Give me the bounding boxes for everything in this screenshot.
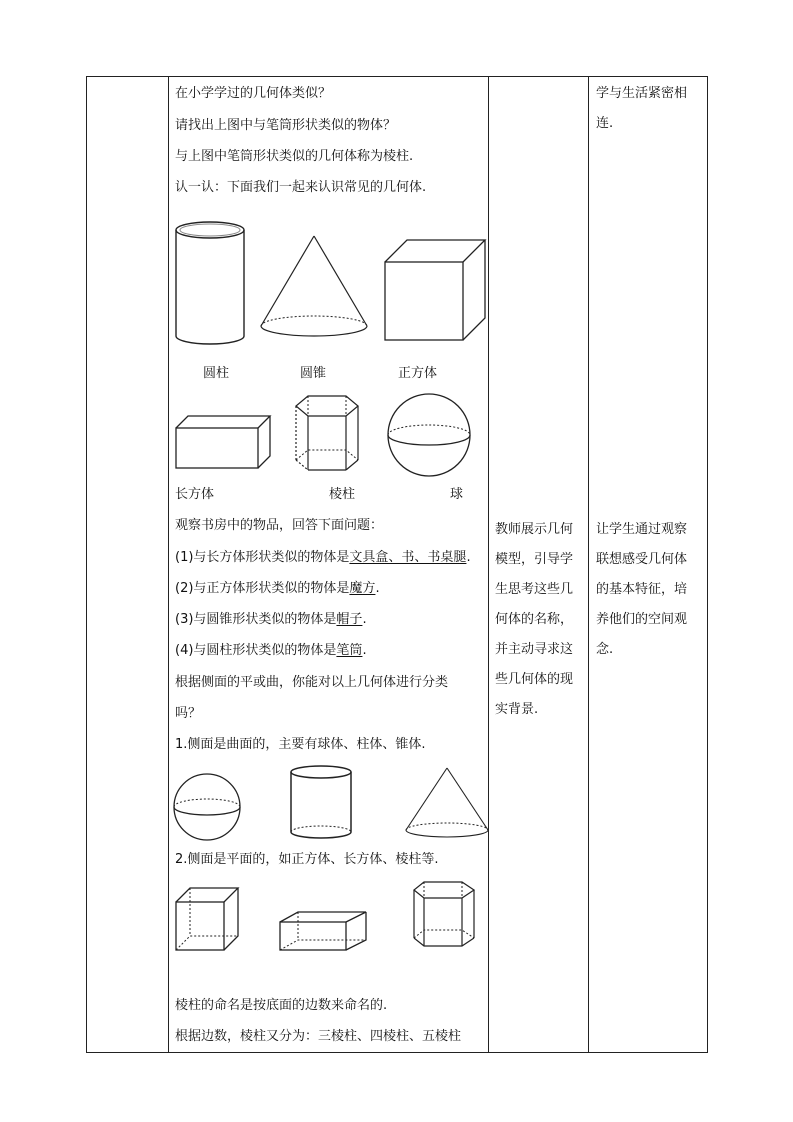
intent-line-3: 的基本特征，培 xyxy=(596,582,688,597)
small-cone-figure xyxy=(404,766,490,840)
main-line-4: 认一认：下面我们一起来认识常见的几何体. xyxy=(175,180,427,195)
small-cylinder-figure xyxy=(288,764,354,840)
dashed-cuboid-figure xyxy=(278,910,368,952)
question-1-suffix: . xyxy=(466,550,471,565)
column-divider-1 xyxy=(168,76,169,1052)
prism-figure xyxy=(294,394,362,474)
main-line-3: 与上图中笔筒形状类似的几何体称为棱柱. xyxy=(175,149,414,164)
teacher-line-6: 些几何体的现 xyxy=(495,672,574,687)
teacher-line-2: 模型，引导学 xyxy=(495,552,574,567)
question-4-prefix: (4)与圆柱形状类似的物体是 xyxy=(175,643,337,658)
question-3 xyxy=(175,612,367,628)
intent-top-line-2: 连. xyxy=(596,116,614,131)
column-divider-3 xyxy=(588,76,589,1052)
question-4 xyxy=(175,643,367,659)
caption-cube: 正方体 xyxy=(398,366,438,381)
dashed-prism-figure xyxy=(412,880,478,950)
question-4-suffix: . xyxy=(362,643,367,658)
question-2-suffix: . xyxy=(375,581,380,596)
cube-figure xyxy=(383,238,487,344)
teacher-line-3: 生思考这些几 xyxy=(495,582,574,597)
dashed-cube-figure xyxy=(174,886,240,952)
intent-line-4: 养他们的空间观 xyxy=(596,612,688,627)
question-4-answer: 笔筒 xyxy=(336,643,363,658)
intent-line-1: 让学生通过观察 xyxy=(596,522,688,537)
question-2-prefix: (2)与正方体形状类似的物体是 xyxy=(175,581,350,596)
caption-cuboid: 长方体 xyxy=(175,487,215,502)
question-3-answer: 帽子 xyxy=(336,612,363,627)
curved-sides-line: 1.侧面是曲面的，主要有球体、柱体、锥体. xyxy=(175,737,426,752)
teacher-line-1: 教师展示几何 xyxy=(495,522,574,537)
main-line-2: 请找出上图中与笔筒形状类似的物体？ xyxy=(175,118,397,133)
question-3-suffix: . xyxy=(362,612,367,627)
classify-line-1: 根据侧面的平或曲，你能对以上几何体进行分类 xyxy=(175,675,449,690)
intent-top xyxy=(596,79,706,139)
cuboid-figure xyxy=(174,414,274,470)
naming-line: 棱柱的命名是按底面的边数来命名的. xyxy=(175,998,388,1013)
classify-line-2: 吗？ xyxy=(175,706,202,721)
caption-cylinder: 圆柱 xyxy=(203,366,230,381)
by-sides-line: 根据边数，棱柱又分为：三棱柱、四棱柱、五棱柱 xyxy=(175,1029,462,1044)
caption-sphere: 球 xyxy=(450,487,464,502)
teacher-line-4: 何体的名称， xyxy=(495,612,574,627)
teacher-line-7: 实背景. xyxy=(495,702,539,717)
observe-prompt: 观察书房中的物品，回答下面问题： xyxy=(175,518,384,533)
small-sphere-figure xyxy=(172,772,242,842)
teacher-activity xyxy=(495,515,587,725)
intent-top-line-1: 学与生活紧密相 xyxy=(596,86,688,101)
main-line-1: 在小学学过的几何体类似？ xyxy=(175,86,332,101)
caption-prism: 棱柱 xyxy=(329,487,356,502)
column-divider-2 xyxy=(488,76,489,1052)
question-1-prefix: (1)与长方体形状类似的物体是 xyxy=(175,550,350,565)
teacher-line-5: 并主动寻求这 xyxy=(495,642,574,657)
question-3-prefix: (3)与圆锥形状类似的物体是 xyxy=(175,612,337,627)
intent-line-2: 联想感受几何体 xyxy=(596,552,688,567)
cylinder-figure xyxy=(172,218,248,348)
intent-line-5: 念. xyxy=(596,642,614,657)
question-1-answer: 文具盒、书、书桌腿 xyxy=(349,550,467,565)
question-2-answer: 魔方 xyxy=(349,581,376,596)
intent-main xyxy=(596,515,706,665)
question-2 xyxy=(175,581,380,597)
caption-cone: 圆锥 xyxy=(300,366,327,381)
flat-sides-line: 2.侧面是平面的，如正方体、长方体、棱柱等. xyxy=(175,852,439,867)
cone-figure xyxy=(258,234,370,338)
question-1 xyxy=(175,550,471,566)
sphere-figure xyxy=(386,392,472,478)
